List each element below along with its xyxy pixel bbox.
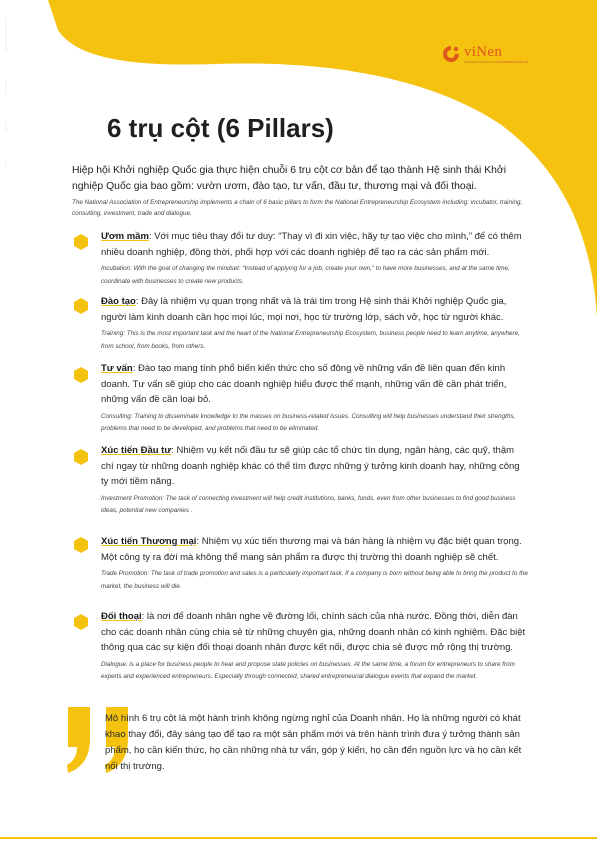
pillar-english: Training: This is the most important task and the heart of the National Entrepreneurship Ecosystem, business people need to learn anytime, anywhere, from school, from books, from others. xyxy=(101,330,520,350)
closing-paragraph: Mô hình 6 trụ cột là một hành trình không ngừng nghỉ của Doanh nhân. Họ là những người có khát khao thay đổi, đây sáng tạo để tạo ra một sản phẩm mới và trên hành trình đưa ý tưởng thành sản phẩm, họ cần kiến thức, họ cần những nhà tư vấn, góp ý kiến, họ cần đến nguồn lực và họ cần kết nối thị trường. xyxy=(105,713,522,772)
pillar-text: Xúc tiến Đầu tư: Nhiệm vụ kết nối đầu tư sẽ giúp các tổ chức tín dụng, ngân hàng, các quỹ, thậm chí ngay từ những doanh nghiệp khác có thể tìm được những ý tưởng kinh doanh hay, những công ty mới tiềm năng. xyxy=(101,445,520,487)
hexagon-bullet-icon xyxy=(74,234,88,250)
pillar-consulting xyxy=(101,361,529,436)
pillar-investment-promotion xyxy=(101,443,529,518)
vinen-logo-mark-icon xyxy=(441,44,461,64)
bottom-accent-line xyxy=(0,837,597,839)
pillar-name: Đối thoại xyxy=(101,611,142,622)
hexagon-bullet-icon xyxy=(74,614,88,630)
pillar-name: Ươm mầm xyxy=(101,231,149,242)
pillar-english: Dialogue: is a place for business people to hear and propose state policies on businesses. At the same time, a forum for entrepreneurs to share from experts and experienced entrepreneurs. Especially through connected, shared entrepreneurial dialogue events that expand the market. xyxy=(101,660,515,680)
hexagon-bullet-icon xyxy=(74,537,88,553)
pillar-text: Ươm mầm: Với mục tiêu thay đổi tư duy: “Thay vì đi xin việc, hãy tự tạo việc cho mình,” để có thêm nhiều doanh nghiệp, đồng thời, phối hợp với các doanh nghiệp để tạo ra các sản phẩm mới. xyxy=(101,231,522,258)
pillar-name: Xúc tiến Thương mại xyxy=(101,536,197,547)
pillar-incubation xyxy=(101,229,529,288)
pillar-text: Tư vấn: Đào tạo mang tính phổ biến kiến thức cho số đông về những vấn đề liên quan đến kinh doanh. Tư vấn sẽ giúp cho các doanh nghiệp hiểu được thế mạnh, những vấn đề cần phát triển, những vấn đề cần loại bỏ. xyxy=(101,363,507,405)
pillar-english: Investment Promotion: The task of connecting investment will help credit institutions, banks, funds, even from other businesses to find good business ideas, potential new companies . xyxy=(101,494,516,514)
pillar-english: Incubation: With the goal of changing the mindset: “Instead of applying for a job, create your own,” to have more businesses, and at the same time, coordinate with businesses to create new products. xyxy=(101,265,510,285)
pillar-name: Tư vấn xyxy=(101,363,133,374)
pillar-text: Đào tạo: Đây là nhiệm vụ quan trọng nhất và là trái tim trong Hệ sinh thái Khởi nghiệp Quốc gia, người làm kinh doanh cần học mọi lúc, mọi nơi, học từ trường lớp, sách vở, học từ người khác. xyxy=(101,296,507,323)
hexagon-bullet-icon xyxy=(74,449,88,465)
logo-name: viNen xyxy=(464,43,503,60)
intro-vietnamese: Hiệp hội Khởi nghiệp Quốc gia thực hiện chuỗi 6 trụ cột cơ bản để tạo thành Hệ sinh thái Khởi nghiệp Quốc gia bao gồm: vườn ươm, đào tạo, tư vấn, đầu tư, thương mại và đối thoại. xyxy=(72,165,507,192)
pillar-english: Trade Promotion: The task of trade promotion and sales is a particularly important task. If a company is born without being able to bring the product to the market, the business will die. xyxy=(101,570,528,590)
pillar-name: Đào tạo xyxy=(101,296,136,307)
pillar-english: Consulting: Training to disseminate knowledge to the masses on business-related issues. Consulting will help businesses understand their strengths, problems that need to be developed, and problems that need to be eliminated. xyxy=(101,412,516,432)
pillar-text: Đối thoại: là nơi để doanh nhân nghe về đường lối, chính sách của nhà nước. Đồng thời, diễn đàn cho các doanh nhân cùng chia sẻ từ những chuyên gia, những doanh nhân có kinh nghiệm. Đặc biệt thông qua các sự kiện đối thoại doanh nhân được kết nối, được chia sẻ được mở rộng thị trường. xyxy=(101,611,526,653)
hexagon-bullet-icon xyxy=(74,298,88,314)
page-title: 6 trụ cột (6 Pillars) xyxy=(107,113,334,143)
intro-english: The National Association of Entrepreneurship implements a chain of 6 basic pillars to form the National Entrepreneurship Ecosystem including: incubator, training, consulting, investment, trade and dialogue. xyxy=(72,199,523,217)
pillar-text: Xúc tiến Thương mại: Nhiệm vụ xúc tiến thương mại và bán hàng là nhiệm vụ đặc biệt quan trọng. Một công ty ra đời mà không thể mang sản phẩm ra được thị trường thì doanh nghiệp sẽ chết. xyxy=(101,536,522,563)
vinen-logo xyxy=(441,44,529,64)
pillar-training xyxy=(101,294,529,353)
pillar-dialogue xyxy=(101,609,529,684)
pillar-name: Xúc tiến Đầu tư xyxy=(101,445,172,456)
logo-tagline: VIETNAM NATIONAL ENTREPRENEURSHIP xyxy=(464,59,529,64)
pillar-trade-promotion xyxy=(101,534,529,593)
hexagon-bullet-icon xyxy=(74,367,88,383)
